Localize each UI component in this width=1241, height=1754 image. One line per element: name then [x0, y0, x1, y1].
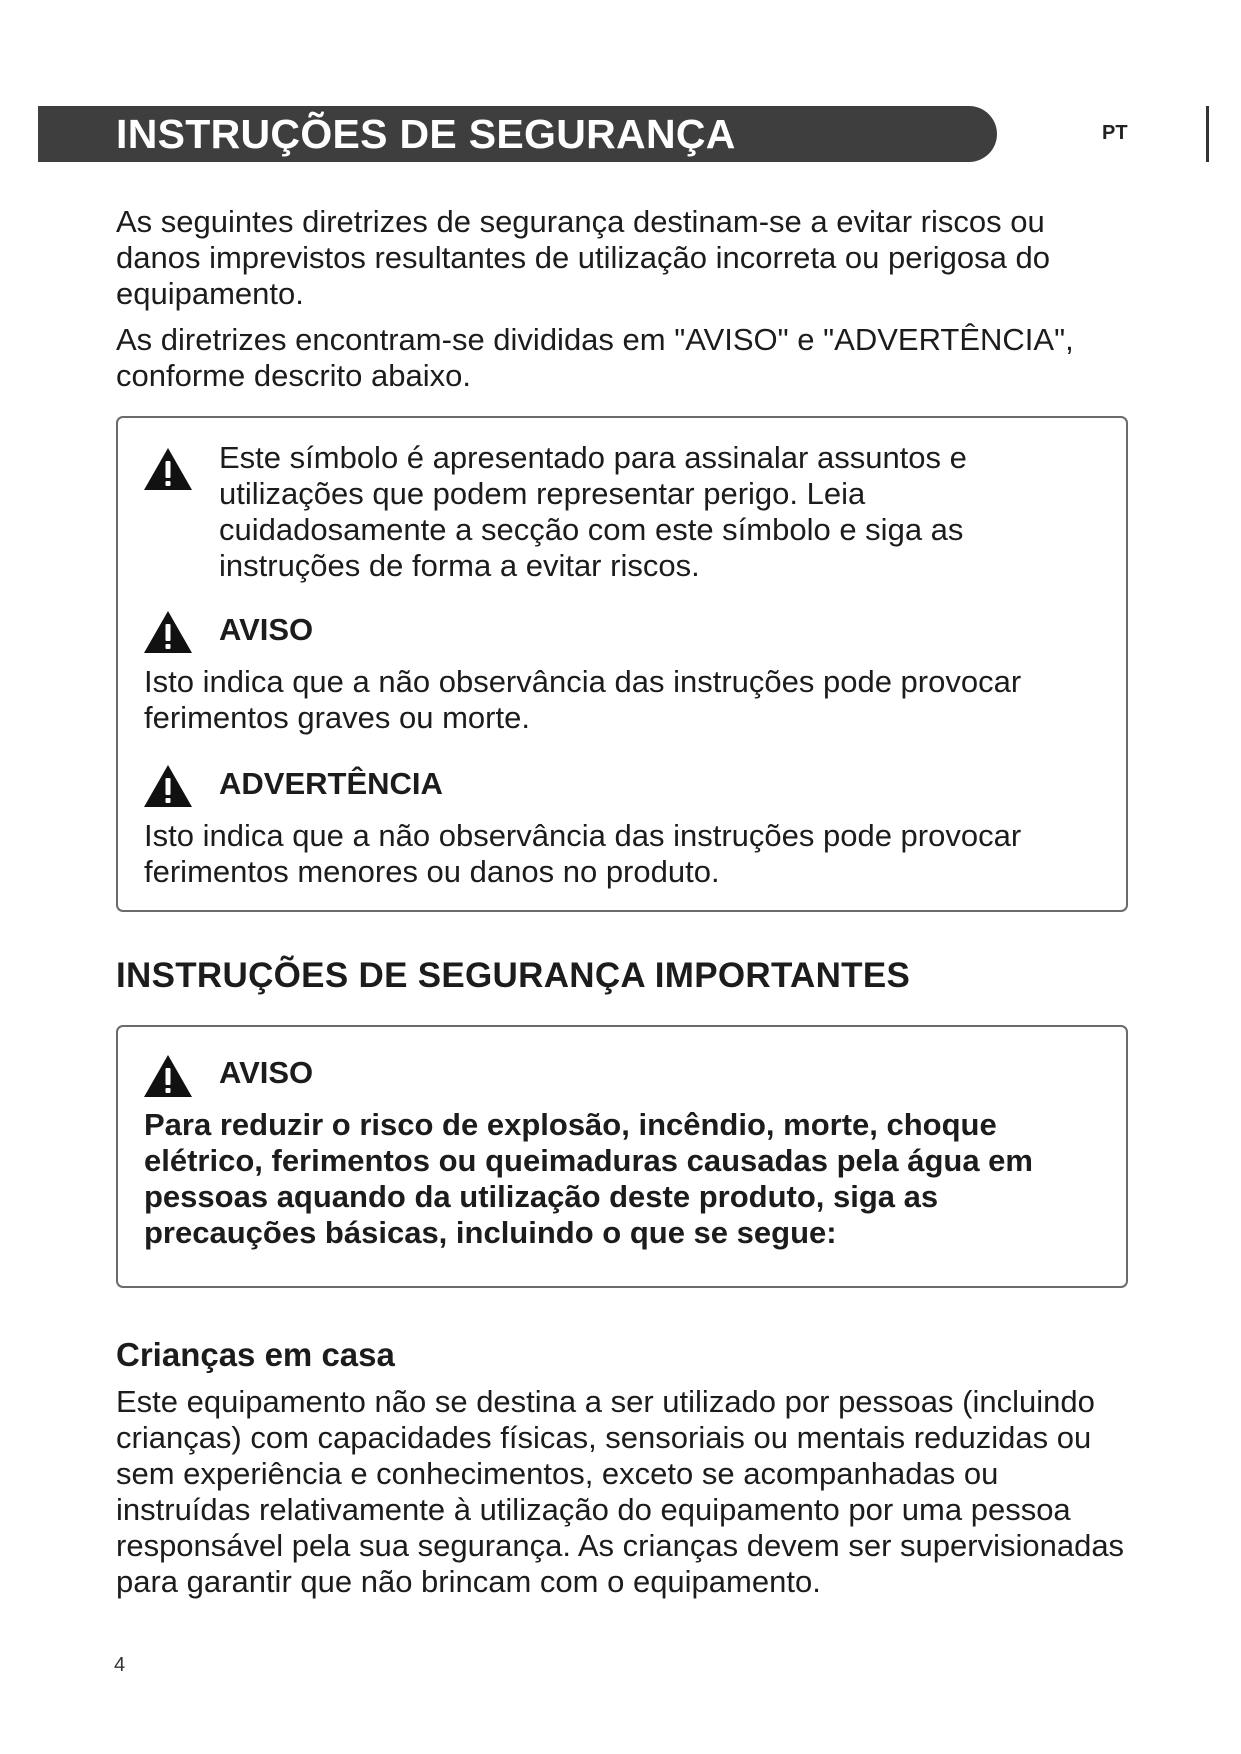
aviso-description: Isto indica que a não observância das instruções pode provocar ferimentos graves ou morte.: [144, 664, 1022, 735]
warning-triangle-icon: [142, 609, 194, 655]
symbol-description: Este símbolo é apresentado para assinalar assuntos e utilizações que podem representar perigo. Leia cuidadosamente a secção com este símbolo e siga as instruções de forma a evitar riscos.: [219, 440, 967, 583]
advertencia-label: ADVERTÊNCIA: [219, 766, 443, 801]
intro-paragraph-2: As diretrizes encontram-se divididas em "AVISO" e "ADVERTÊNCIA", conforme descrito abaixo.: [116, 322, 1074, 393]
aviso-warning-text: Para reduzir o risco de explosão, incêndio, morte, choque elétrico, ferimentos ou queimaduras causadas pela água em pessoas aquando da utilização deste produto, siga as precauções básicas, incluindo o que se segue:: [144, 1107, 1033, 1250]
aviso-label: AVISO: [219, 612, 314, 647]
page-number: 4: [114, 1654, 126, 1676]
edge-rule: [1206, 106, 1209, 162]
advertencia-description: Isto indica que a não observância das instruções pode provocar ferimentos menores ou danos no produto.: [144, 818, 1022, 889]
intro-paragraph-1: As seguintes diretrizes de segurança destinam-se a evitar riscos ou danos imprevistos resultantes de utilização incorreta ou perigosa do equipamento.: [116, 204, 1050, 311]
warning-triangle-icon: [142, 446, 194, 492]
warning-triangle-icon: [142, 763, 194, 809]
children-paragraph: Este equipamento não se destina a ser utilizado por pessoas (incluindo crianças) com capacidades físicas, sensoriais ou mentais reduzidas ou sem experiência e conhecimentos, exceto se acompanhadas ou instruídas relativamente à utilização do equipamento por uma pessoa responsável pela sua segurança. As crianças devem ser supervisionadas para garantir que não brincam com o equipamento.: [116, 1384, 1125, 1599]
section-title: INSTRUÇÕES DE SEGURANÇA IMPORTANTES: [116, 956, 911, 995]
subsection-title: Crianças em casa: [116, 1336, 395, 1373]
page-title: INSTRUÇÕES DE SEGURANÇA: [116, 111, 736, 157]
important-warning-box: [116, 1025, 1128, 1288]
symbol-legend-box: [116, 416, 1128, 912]
language-code: PT: [1102, 122, 1128, 144]
aviso-label: AVISO: [219, 1055, 314, 1090]
warning-triangle-icon: [142, 1053, 194, 1099]
